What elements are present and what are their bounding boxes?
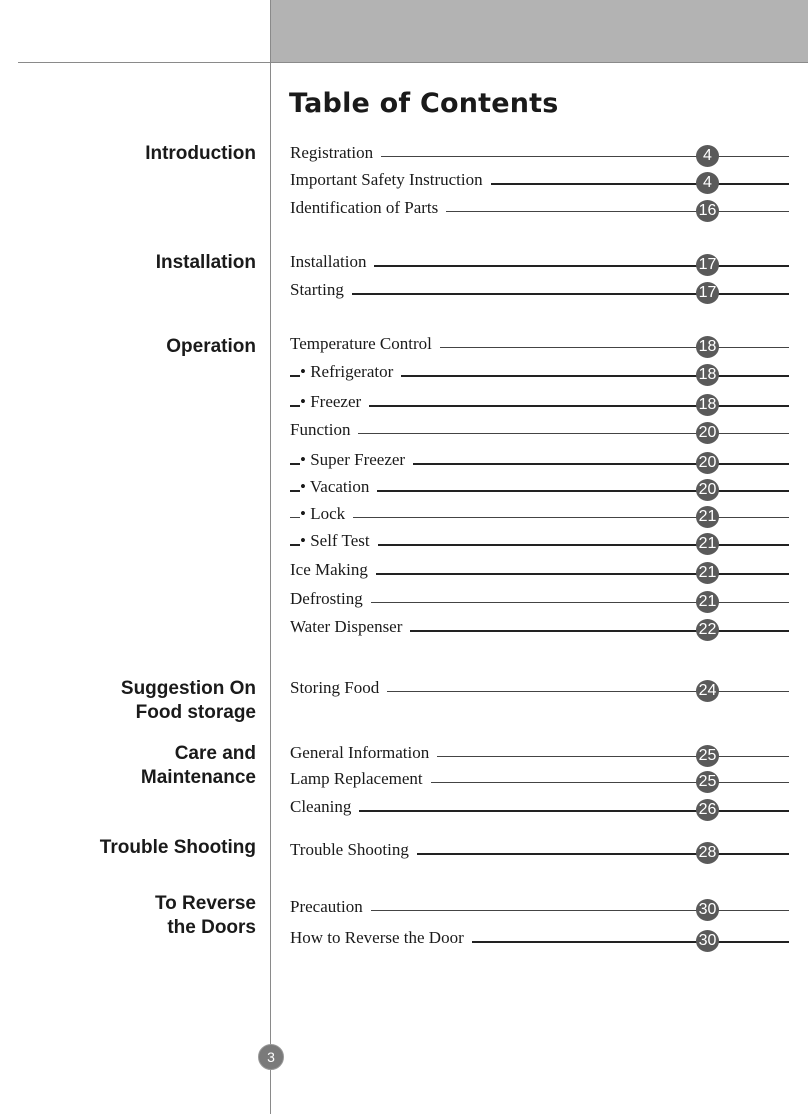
toc-entry-super-freezer[interactable]	[290, 450, 789, 474]
toc-entry-title: General Information	[290, 743, 437, 763]
toc-entry-title: Precaution	[290, 897, 371, 917]
vertical-divider	[270, 0, 271, 1114]
page-number-badge: 18	[696, 336, 719, 358]
toc-entry-parts[interactable]	[290, 198, 789, 222]
toc-entry-ice-making[interactable]	[290, 560, 789, 584]
toc-entry-title: Lamp Replacement	[290, 769, 431, 789]
page-number-badge: 21	[696, 506, 719, 528]
toc-entry-title: Identification of Parts	[290, 198, 446, 218]
toc-entry-title: Function	[290, 420, 358, 440]
page-number-badge: 20	[696, 422, 719, 444]
section-introduction-label: Introduction	[145, 143, 256, 164]
toc-entry-refrigerator[interactable]	[290, 362, 789, 386]
toc-entry-title: Cleaning	[290, 797, 359, 817]
page-number-badge: 22	[696, 619, 719, 641]
toc-entry-storing-food[interactable]	[290, 678, 789, 702]
page-number-badge: 17	[696, 282, 719, 304]
section-introduction	[16, 142, 256, 166]
page-number-badge: 21	[696, 591, 719, 613]
page-title: Table of Contents	[289, 88, 559, 119]
section-care	[16, 742, 256, 790]
toc-entry-installation[interactable]	[290, 252, 789, 276]
toc-entry-title: • Vacation	[300, 477, 377, 497]
toc-entry-title: Storing Food	[290, 678, 387, 698]
page-number-badge: 25	[696, 745, 719, 767]
toc-entry-title: • Self Test	[300, 531, 378, 551]
toc-entry-title: Water Dispenser	[290, 617, 410, 637]
page-number-badge: 17	[696, 254, 719, 276]
page-number-badge: 21	[696, 562, 719, 584]
toc-entry-temperature-control[interactable]	[290, 334, 789, 358]
toc-entry-registration[interactable]	[290, 143, 789, 167]
toc-entry-freezer[interactable]	[290, 392, 789, 416]
footer-page-number: 3	[258, 1044, 284, 1070]
toc-entry-title: • Super Freezer	[300, 450, 413, 470]
section-installation	[16, 251, 256, 275]
section-operation-label: Operation	[166, 336, 256, 357]
section-suggestion	[16, 677, 256, 725]
toc-entry-precaution[interactable]	[290, 897, 789, 921]
page-number-badge: 21	[696, 533, 719, 555]
section-installation-label: Installation	[155, 252, 256, 273]
toc-entry-title: Defrosting	[290, 589, 371, 609]
section-care-line2: Maintenance	[140, 767, 256, 788]
toc-entry-safety[interactable]	[290, 170, 789, 194]
toc-entry-title: • Freezer	[300, 392, 369, 412]
toc-entry-starting[interactable]	[290, 280, 789, 304]
page-number-badge: 18	[696, 394, 719, 416]
section-care-line1: Care and	[174, 743, 256, 764]
toc-entry-trouble-shooting[interactable]	[290, 840, 789, 864]
page-number-badge: 4	[696, 145, 719, 167]
toc-entry-cleaning[interactable]	[290, 797, 789, 821]
section-trouble-label: Trouble Shooting	[99, 837, 256, 858]
toc-entry-defrosting[interactable]	[290, 589, 789, 613]
toc-entry-vacation[interactable]	[290, 477, 789, 501]
toc-entry-title: Registration	[290, 143, 381, 163]
section-trouble	[16, 836, 256, 860]
page-number-badge: 26	[696, 799, 719, 821]
header-block	[271, 0, 808, 62]
top-rule	[18, 62, 808, 63]
page-number-badge: 30	[696, 899, 719, 921]
page-number-badge: 30	[696, 930, 719, 952]
page-number-badge: 20	[696, 479, 719, 501]
page-number-badge: 24	[696, 680, 719, 702]
toc-entry-reverse-door[interactable]	[290, 928, 789, 952]
section-reverse-line2: the Doors	[167, 917, 256, 938]
toc-entry-title: • Lock	[300, 504, 353, 524]
toc-entry-title: Ice Making	[290, 560, 376, 580]
section-reverse	[16, 892, 256, 940]
toc-entry-lamp-replacement[interactable]	[290, 769, 789, 793]
section-suggestion-line1: Suggestion On	[120, 678, 256, 699]
page-number-badge: 20	[696, 452, 719, 474]
page-number-badge: 28	[696, 842, 719, 864]
section-operation	[16, 335, 256, 359]
toc-entry-general-information[interactable]	[290, 743, 789, 767]
toc-entry-title: • Refrigerator	[300, 362, 401, 382]
toc-entry-function[interactable]	[290, 420, 789, 444]
toc-entry-title: Important Safety Instruction	[290, 170, 491, 190]
page-number-badge: 4	[696, 172, 719, 194]
toc-entry-title: Installation	[290, 252, 374, 272]
section-reverse-line1: To Reverse	[154, 893, 256, 914]
toc-entry-water-dispenser[interactable]	[290, 617, 789, 641]
toc-entry-lock[interactable]	[290, 504, 789, 528]
section-suggestion-line2: Food storage	[135, 702, 256, 723]
toc-entry-title: Starting	[290, 280, 352, 300]
page-number-badge: 18	[696, 364, 719, 386]
toc-entry-title: Temperature Control	[290, 334, 440, 354]
toc-entry-title: Trouble Shooting	[290, 840, 417, 860]
toc-entry-title: How to Reverse the Door	[290, 928, 472, 948]
page-number-badge: 25	[696, 771, 719, 793]
page-number-badge: 16	[696, 200, 719, 222]
toc-entry-self-test[interactable]	[290, 531, 789, 555]
